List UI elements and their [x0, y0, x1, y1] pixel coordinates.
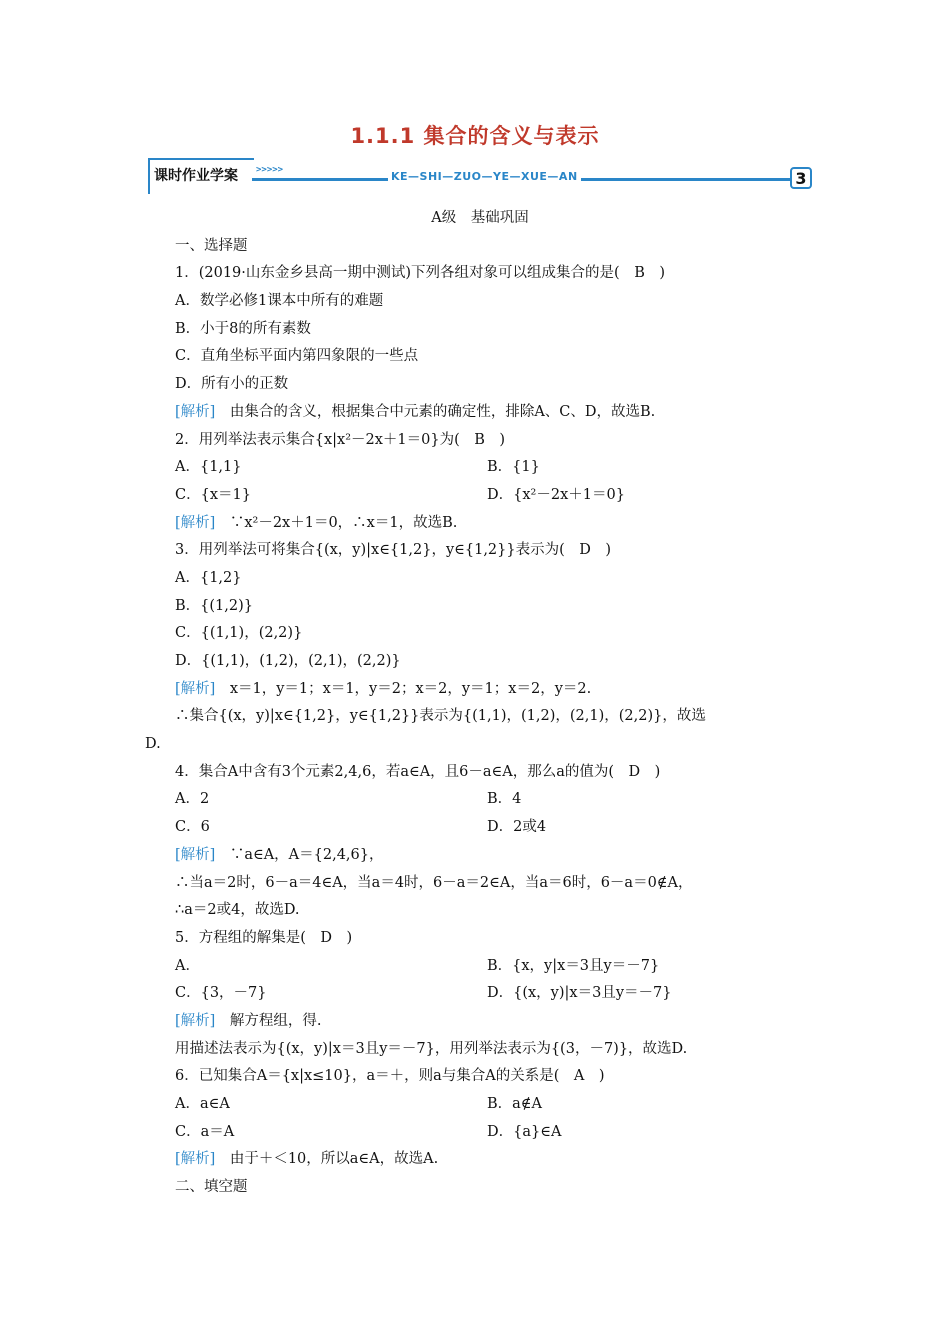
text-line: [145, 620, 815, 648]
text-line: [145, 233, 815, 261]
line-text: A．a∈A: [175, 1096, 230, 1112]
text-line: [145, 1174, 815, 1202]
banner-arrows-icon: >>>>>: [256, 165, 284, 175]
line-text: ∵a∈A，A＝{2,4,6}，: [215, 846, 384, 863]
text-line: [145, 260, 815, 288]
analysis-tag: [解析]: [175, 846, 216, 863]
text-line: [145, 676, 815, 704]
line-text: ∵x²－2x＋1＝0，∴x＝1，故选B.: [215, 514, 458, 531]
line-text: C．a＝A: [175, 1123, 235, 1140]
analysis-tag: [解析]: [175, 1151, 216, 1168]
text-line: [145, 870, 815, 898]
line-text: 由集合的含义，根据集合中元素的确定性，排除A、C、D，故选B.: [215, 403, 656, 420]
text-line: [145, 1008, 815, 1036]
line-text: C．{3，－7}: [175, 985, 267, 1002]
text-line: [145, 288, 815, 316]
line-text: 一、选择题: [175, 237, 248, 254]
line-text: 由于＋＜10，所以a∈A，故选A.: [215, 1151, 439, 1168]
text-line: [145, 980, 815, 1008]
text-line: [145, 510, 815, 538]
line-text: A．2: [175, 791, 210, 808]
analysis-tag: [解析]: [175, 680, 216, 697]
text-line: [145, 482, 815, 510]
page-title: 1.1.1 集合的含义与表示: [350, 124, 600, 148]
line-text: A．数学必修1课本中所有的难题: [175, 293, 384, 310]
option-right: B．4: [487, 791, 522, 808]
line-text: 6．已知集合A＝{x|x≤10}，a＝＋，则a与集合A的关系是( A ): [175, 1068, 605, 1085]
line-text: B．{(1,2)}: [175, 597, 253, 614]
line-text: 用描述法表示为{(x，y)|x＝3且y＝－7}，用列举法表示为{(3，－7)}，故选D.: [175, 1040, 688, 1057]
text-line: [145, 343, 815, 371]
line-text: 5．方程组的解集是( D ): [175, 929, 353, 946]
text-line: [145, 316, 815, 344]
text-line: [145, 1036, 815, 1064]
text-line: [145, 427, 815, 455]
option-right: B．{1}: [487, 459, 540, 476]
line-text: x＝1，y＝1；x＝1，y＝2；x＝2，y＝1；x＝2，y＝2.: [215, 680, 592, 697]
line-text: 1．(2019·山东金乡县高一期中测试)下列各组对象可以组成集合的是( B ): [175, 265, 666, 282]
text-line: [145, 703, 815, 731]
text-line: [145, 537, 815, 565]
section-banner: [148, 158, 814, 196]
text-line: [145, 399, 815, 427]
analysis-tag: [解析]: [175, 1012, 216, 1029]
text-line: [145, 454, 815, 482]
line-text: 4．集合A中含有3个元素2,4,6，若a∈A，且6－a∈A，那么a的值为( D ): [175, 763, 661, 780]
option-right: D．2或4: [487, 819, 547, 836]
text-line: [145, 205, 815, 233]
text-line: [145, 814, 815, 842]
line-text: C．{x＝1}: [175, 486, 251, 503]
text-line: [145, 759, 815, 787]
text-line: [145, 925, 815, 953]
option-right: D．{a}∈A: [487, 1123, 562, 1140]
line-text: C．直角坐标平面内第四象限的一些点: [175, 348, 419, 365]
text-line: [145, 1063, 815, 1091]
option-right: B．{x，y|x＝3且y＝－7}: [487, 957, 660, 974]
line-text: A级 基础巩固: [431, 210, 529, 226]
banner-label: 课时作业学案: [154, 168, 238, 184]
line-text: ∴当a＝2时，6－a＝4∈A，当a＝4时，6－a＝2∈A，当a＝6时，6－a＝0∉A，: [175, 874, 693, 891]
line-text: B．小于8的所有素数: [175, 320, 311, 337]
line-text: ∴a＝2或4，故选D.: [175, 902, 300, 919]
line-text: 2．用列举法表示集合{x|x²－2x＋1＝0}为( B ): [175, 431, 506, 448]
option-right: D．{x²－2x＋1＝0}: [487, 486, 625, 503]
text-line: [145, 565, 815, 593]
line-text: D．所有小的正数: [175, 376, 289, 393]
text-line: [145, 1091, 815, 1119]
line-text: C．6: [175, 819, 210, 836]
text-line: [145, 648, 815, 676]
text-line: [145, 371, 815, 399]
document-body: [145, 205, 815, 1202]
line-text: 解方程组，得.: [215, 1012, 322, 1029]
option-right: B．a∉A: [487, 1096, 543, 1112]
line-text: D.: [145, 736, 161, 753]
banner-pinyin: KE—SHI—ZUO—YE—XUE—AN: [388, 170, 581, 183]
text-line: [145, 897, 815, 925]
banner-number-badge: 3: [790, 167, 812, 189]
line-text: C．{(1,1)，(2,2)}: [175, 625, 303, 642]
analysis-tag: [解析]: [175, 403, 216, 420]
text-line: [145, 731, 815, 759]
option-right: D．{(x，y)|x＝3且y＝－7}: [487, 985, 672, 1002]
line-text: 二、填空题: [175, 1179, 248, 1196]
text-line: [145, 1119, 815, 1147]
text-line: [145, 842, 815, 870]
text-line: [145, 593, 815, 621]
text-line: [145, 953, 815, 981]
line-text: A．: [175, 957, 200, 974]
analysis-tag: [解析]: [175, 514, 216, 531]
text-line: [145, 1146, 815, 1174]
line-text: 3．用列举法可将集合{(x，y)|x∈{1,2}，y∈{1,2}}表示为( D ): [175, 542, 612, 559]
line-text: ∴集合{(x，y)|x∈{1,2}，y∈{1,2}}表示为{(1,1)，(1,2)，(2,1)，(2,2)}，故选: [175, 708, 706, 725]
text-line: [145, 786, 815, 814]
line-text: D．{(1,1)，(1,2)，(2,1)，(2,2)}: [175, 653, 401, 669]
line-text: A．{1,2}: [175, 569, 242, 586]
line-text: A．{1,1}: [175, 459, 242, 476]
